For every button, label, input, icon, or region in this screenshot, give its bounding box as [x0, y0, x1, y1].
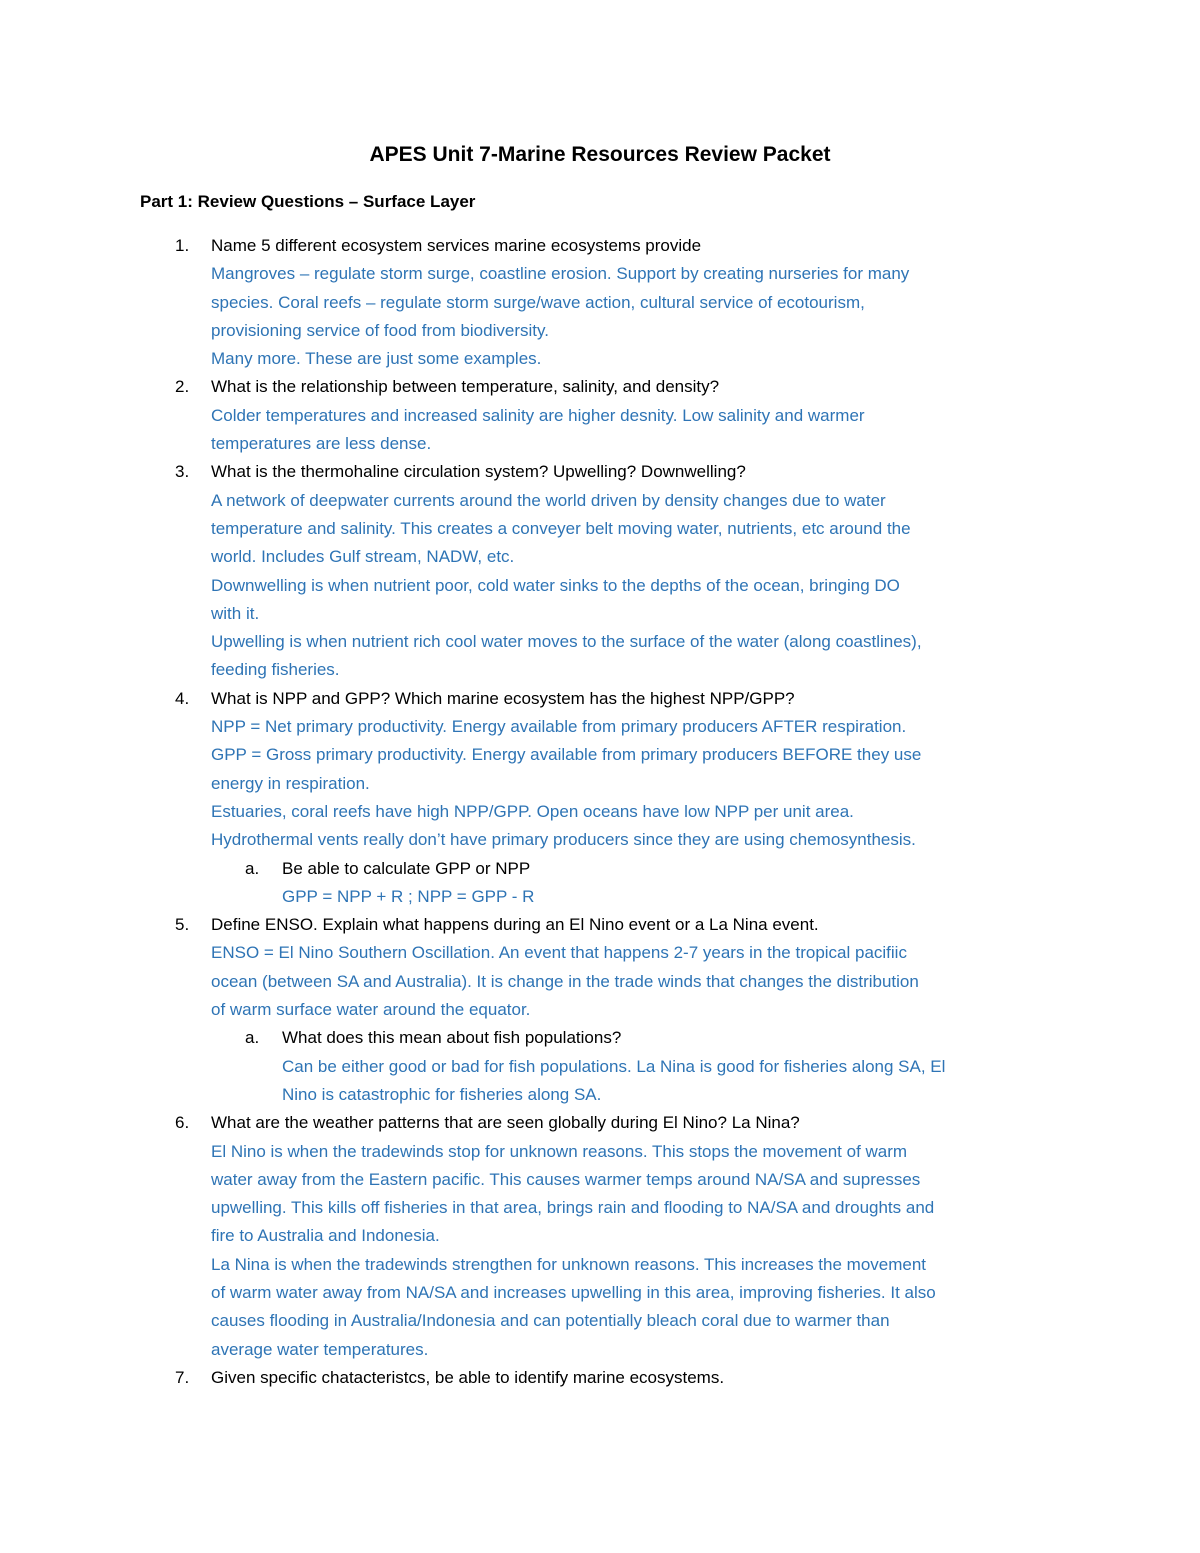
question-text: What is the relationship between temperature, salinity, and density?	[211, 377, 720, 397]
question-item	[140, 1364, 1070, 1392]
answer-line: fire to Australia and Indonesia.	[211, 1226, 440, 1246]
answer-line: Downwelling is when nutrient poor, cold water sinks to the depths of the ocean, bringing DO	[211, 575, 900, 595]
question-number: 4.	[175, 688, 190, 708]
question-text: Name 5 different ecosystem services marine ecosystems provide	[211, 236, 702, 255]
question-number: 5.	[175, 915, 190, 935]
answer-line: causes flooding in Australia/Indonesia and can potentially bleach coral due to warmer than	[211, 1311, 890, 1331]
section-heading: Part 1: Review Questions – Surface Layer	[140, 192, 476, 211]
question-text: Given specific chatacteristcs, be able to identify marine ecosystems.	[211, 1367, 725, 1387]
answer-line: with it.	[211, 603, 260, 623]
question-number: 7.	[175, 1367, 190, 1387]
answer-line: of warm surface water around the equator.	[211, 1000, 531, 1020]
answer-line: upwelling. This kills off fisheries in that area, brings rain and flooding to NA/SA and droughts and	[211, 1198, 935, 1218]
answer-line: GPP = NPP + R ; NPP = GPP - R	[282, 886, 535, 906]
answer-line: A network of deepwater currents around the world driven by density changes due to water	[211, 490, 886, 510]
question-item	[140, 232, 1070, 373]
question-item	[140, 373, 1070, 458]
answer-line: species. Coral reefs – regulate storm surge/wave action, cultural service of ecotourism,	[211, 292, 865, 312]
question-item	[140, 685, 1070, 855]
question-text: What is NPP and GPP? Which marine ecosystem has the highest NPP/GPP?	[211, 688, 795, 708]
answer-line: Hydrothermal vents really don’t have primary producers since they are using chemosynthesis.	[211, 830, 916, 850]
answer-line: temperatures are less dense.	[211, 434, 432, 454]
answer-line: Colder temperatures and increased salinity are higher desnity. Low salinity and warmer	[211, 405, 865, 425]
answer-line: energy in respiration.	[211, 773, 370, 793]
sub-question-letter: a.	[245, 858, 260, 878]
question-number: 2.	[175, 377, 190, 397]
question-number: 3.	[175, 462, 190, 482]
answer-line: GPP = Gross primary productivity. Energy available from primary producers BEFORE they use	[211, 745, 922, 765]
question-item	[140, 1109, 1070, 1364]
question-number: 1.	[175, 236, 190, 255]
question-list	[140, 232, 1070, 1392]
answer-line: NPP = Net primary productivity. Energy available from primary producers AFTER respiration.	[211, 717, 907, 737]
page-title: APES Unit 7-Marine Resources Review Packet	[369, 143, 831, 166]
answer-line: Nino is catastrophic for fisheries along SA.	[282, 1084, 602, 1104]
answer-line: El Nino is when the tradewinds stop for unknown reasons. This stops the movement of warm	[211, 1141, 908, 1161]
question-text: Define ENSO. Explain what happens during an El Nino event or a La Nina event.	[211, 915, 819, 935]
sub-question-body	[211, 1024, 1070, 1109]
answer-line: Estuaries, coral reefs have high NPP/GPP. Open oceans have low NPP per unit area.	[211, 801, 854, 821]
sub-question-item	[140, 1024, 1070, 1109]
answer-line: Mangroves – regulate storm surge, coastline erosion. Support by creating nurseries for many	[211, 264, 910, 284]
question-number: 6.	[175, 1113, 190, 1133]
answer-line: ENSO = El Nino Southern Oscillation. An event that happens 2-7 years in the tropical pacifiic	[211, 943, 907, 963]
answer-line: Many more. These are just some examples.	[211, 349, 542, 369]
sub-question-letter: a.	[245, 1028, 260, 1048]
question-text: What is the thermohaline circulation system? Upwelling? Downwelling?	[211, 462, 746, 482]
answer-line: water away from the Eastern pacific. This causes warmer temps around NA/SA and supresses	[211, 1169, 921, 1189]
question-item	[140, 458, 1070, 684]
answer-line: Can be either good or bad for fish populations. La Nina is good for fisheries along SA, El	[282, 1056, 946, 1076]
answer-line: world. Includes Gulf stream, NADW, etc.	[211, 547, 515, 567]
answer-line: ocean (between SA and Australia). It is change in the trade winds that changes the distribution	[211, 971, 919, 991]
question-text: What are the weather patterns that are seen globally during El Nino? La Nina?	[211, 1113, 800, 1133]
answer-line: temperature and salinity. This creates a conveyer belt moving water, nutrients, etc around the	[211, 518, 911, 538]
sub-question-text: Be able to calculate GPP or NPP	[282, 858, 531, 878]
answer-line: feeding fisheries.	[211, 660, 340, 680]
sub-question-item	[140, 855, 1070, 912]
sub-question-text: What does this mean about fish populations?	[282, 1028, 622, 1048]
answer-line: La Nina is when the tradewinds strengthen for unknown reasons. This increases the movement	[211, 1254, 927, 1274]
answer-line: provisioning service of food from biodiversity.	[211, 320, 549, 340]
answer-line: of warm water away from NA/SA and increases upwelling in this area, improving fisheries. It also	[211, 1282, 936, 1302]
answer-line: average water temperatures.	[211, 1339, 429, 1359]
answer-line: Upwelling is when nutrient rich cool water moves to the surface of the water (along coastlines),	[211, 632, 922, 652]
sub-question-body	[211, 855, 1070, 912]
question-item	[140, 911, 1070, 1024]
